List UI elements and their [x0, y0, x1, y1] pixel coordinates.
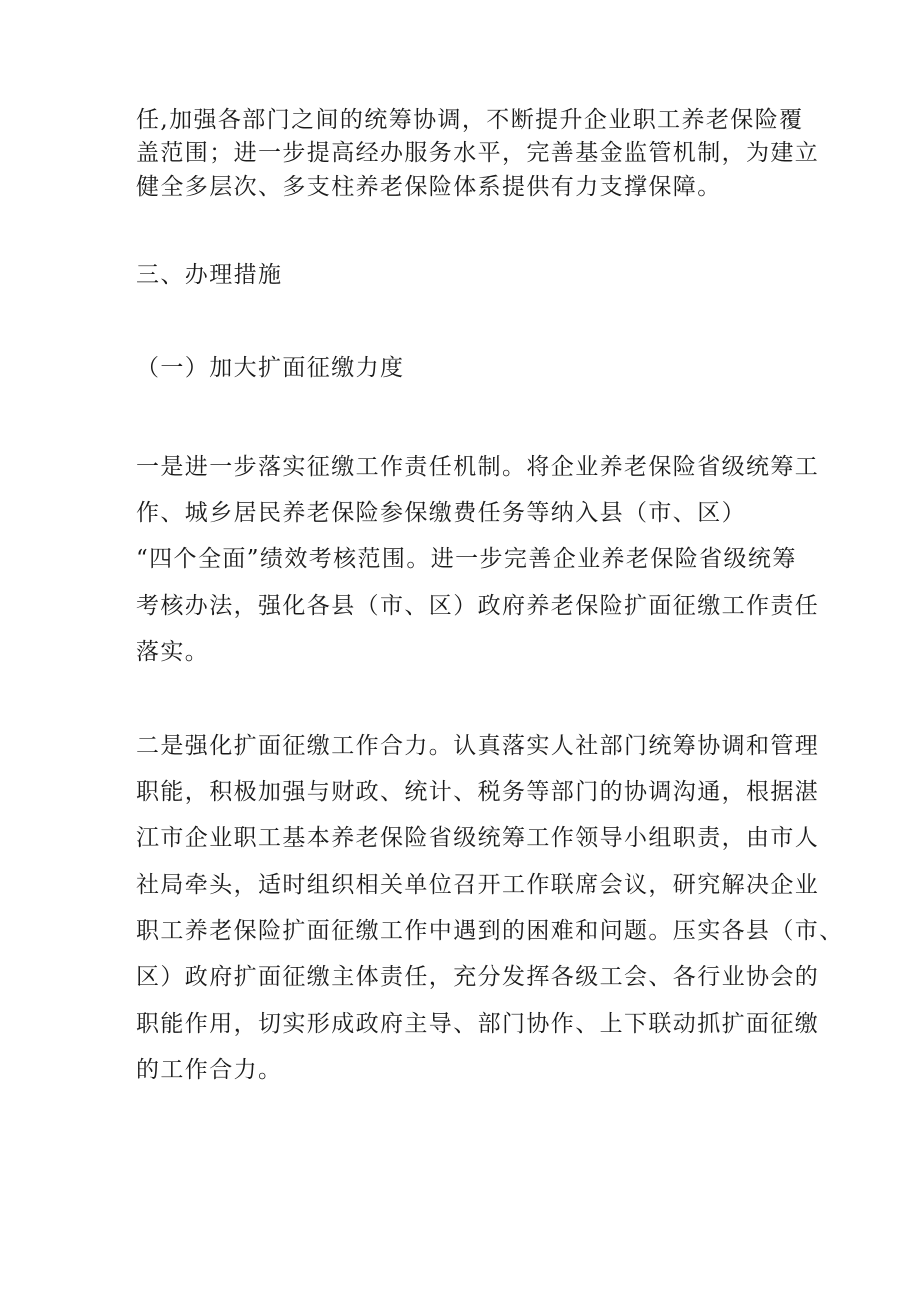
text-line: 考核办法，强化各县（市、区）政府养老保险扩面征缴工作责任 [136, 593, 820, 619]
text-line: 职能作用，切实形成政府主导、部门协作、上下联动抓扩面征缴 [136, 1011, 820, 1037]
text-line: 的工作合力。 [136, 1057, 283, 1083]
text-line: 社局牵头，适时组织相关单位召开工作联席会议，研究解决企业 [136, 872, 820, 898]
text-line: 任,加强各部门之间的统筹协调，不断提升企业职工养老保险覆 [136, 107, 804, 133]
text-line: 一是进一步落实征缴工作责任机制。将企业养老保险省级统筹工 [136, 454, 820, 480]
text-line: 落实。 [136, 639, 210, 665]
section-heading: 三、办理措施 [136, 262, 283, 288]
text-line: “四个全面”绩效考核范围。进一步完善企业养老保险省级统筹 [136, 546, 797, 572]
subsection-heading: （一）加大扩面征缴力度 [136, 355, 405, 381]
text-line: 区）政府扩面征缴主体责任，充分发挥各级工会、各行业协会的 [136, 964, 820, 990]
text-line: 盖范围；进一步提高经办服务水平，完善基金监管机制，为建立 [136, 140, 820, 166]
text-line: 作、城乡居民养老保险参保缴费任务等纳入县（市、区） [136, 500, 746, 526]
text-line: 江市企业职工基本养老保险省级统筹工作领导小组职责，由市人 [136, 825, 820, 851]
text-line: 职能，积极加强与财政、统计、税务等部门的协调沟通，根据湛 [136, 779, 820, 805]
text-line: 健全多层次、多支柱养老保险体系提供有力支撑保障。 [136, 174, 722, 200]
text-line: 二是强化扩面征缴工作合力。认真落实人社部门统筹协调和管理 [136, 733, 820, 759]
text-line: 职工养老保险扩面征缴工作中遇到的困难和问题。压实各县（市、 [136, 918, 844, 944]
